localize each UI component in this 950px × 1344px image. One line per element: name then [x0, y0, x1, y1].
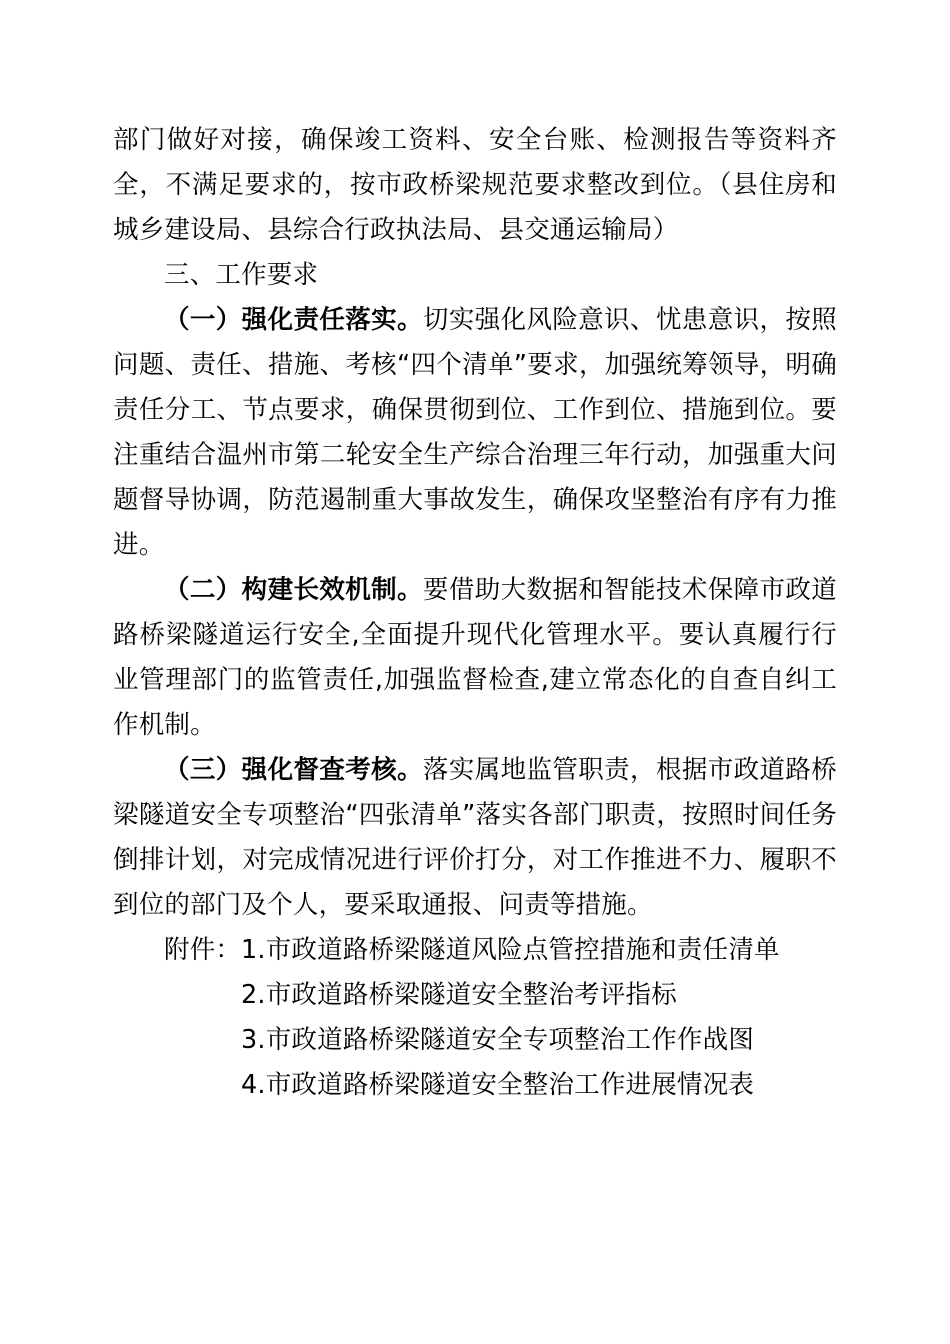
- attachments-label: 附件：: [164, 935, 242, 965]
- attachment-row-2: [113, 973, 837, 1018]
- attachment-row-3: [113, 1018, 837, 1063]
- requirement-paragraph-1: [113, 298, 837, 568]
- requirement-paragraph-2: [113, 568, 837, 748]
- requirement-paragraph-3: [113, 748, 837, 928]
- attachment-item: 3.市政道路桥梁隧道安全专项整治工作作战图: [241, 1025, 755, 1055]
- attachments-list: [113, 928, 837, 1108]
- attachment-item: 2.市政道路桥梁隧道安全整治考评指标: [241, 980, 677, 1010]
- attachment-row-4: [113, 1063, 837, 1108]
- requirement-body-1: 切实强化风险意识、忧患意识，按照问题、责任、措施、考核“四个清单”要求，加强统筹领导，明确责任分工、节点要求，确保贯彻到位、工作到位、措施到位。要注重结合温州市第二轮安全生产综合治理三年行动，加强重大问题督导协调，防范遏制重大事故发生，确保攻坚整治有序有力推进。: [113, 305, 837, 560]
- attachment-row-1: [113, 928, 837, 973]
- requirement-body-3: 落实属地监管职责，根据市政道路桥梁隧道安全专项整治“四张清单”落实各部门职责，按照时间任务倒排计划，对完成情况进行评价打分，对工作推进不力、履职不到位的部门及个人，要采取通报、问责等措施。: [113, 755, 837, 920]
- requirement-title-2: （二）构建长效机制。: [164, 575, 423, 605]
- attachment-item: 4.市政道路桥梁隧道安全整治工作进展情况表: [241, 1070, 755, 1100]
- requirement-title-3: （三）强化督查考核。: [164, 755, 423, 785]
- section-heading: 三、工作要求: [164, 260, 319, 290]
- attachment-item: 1.市政道路桥梁隧道风险点管控措施和责任清单: [241, 935, 780, 965]
- requirement-body-2: 要借助大数据和智能技术保障市政道路桥梁隧道运行安全,全面提升现代化管理水平。要认真履行行业管理部门的监管责任,加强监督检查,建立常态化的自查自纠工作机制。: [113, 575, 837, 740]
- intro-paragraph: 部门做好对接，确保竣工资料、安全台账、检测报告等资料齐全，不满足要求的，按市政桥梁规范要求整改到位。（县住房和城乡建设局、县综合行政执法局、县交通运输局）: [113, 125, 837, 245]
- document-body: [113, 118, 837, 1108]
- requirement-title-1: （一）强化责任落实。: [164, 305, 423, 335]
